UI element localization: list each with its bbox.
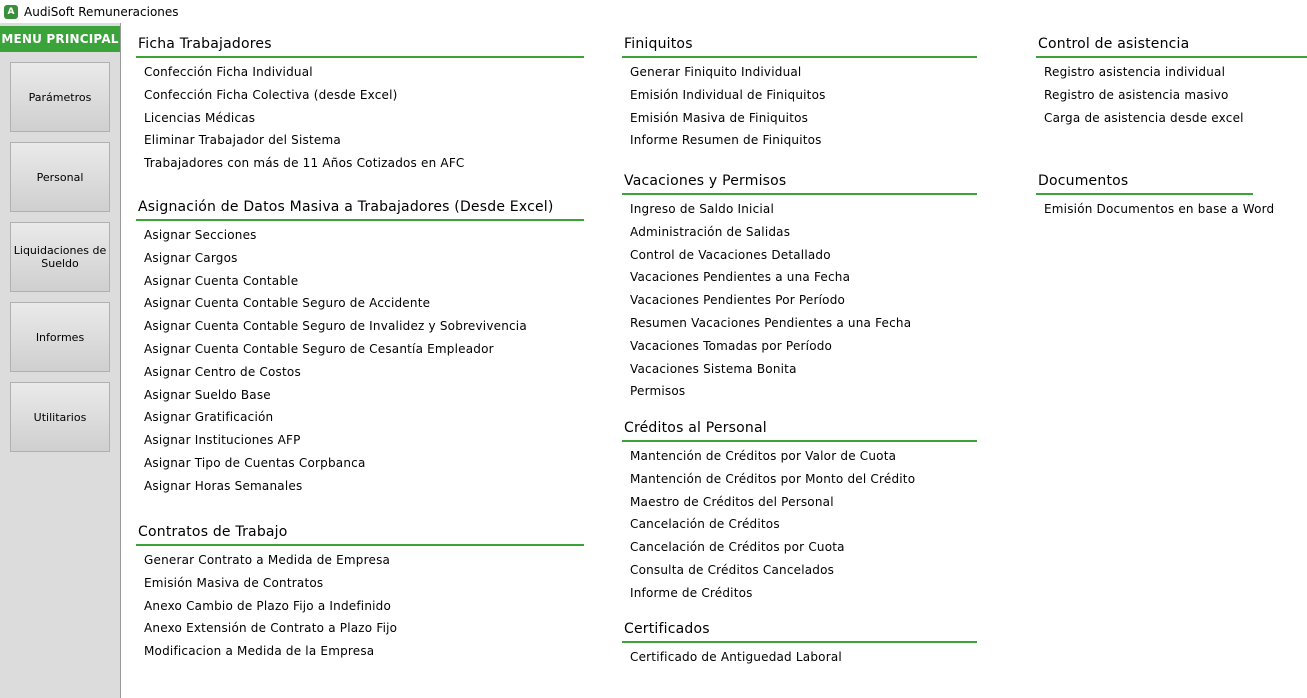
menu-item-list xyxy=(622,195,977,406)
sidebar-button-parametros[interactable]: Parámetros xyxy=(10,62,110,132)
menu-link[interactable]: Confección Ficha Colectiva (desde Excel) xyxy=(144,87,398,102)
menu-item-list xyxy=(1036,58,1307,132)
section-title: Asignación de Datos Masiva a Trabajadores (Desde Excel) xyxy=(138,199,554,215)
menu-link[interactable]: Anexo Cambio de Plazo Fijo a Indefinido xyxy=(144,598,392,613)
menu-link[interactable]: Resumen Vacaciones Pendientes a una Fecha xyxy=(630,315,912,330)
sidebar-button-liquidaciones[interactable]: Liquidaciones de Sueldo xyxy=(10,222,110,292)
menu-link[interactable]: Vacaciones Tomadas por Período xyxy=(630,338,833,353)
menu-link[interactable]: Cancelación de Créditos por Cuota xyxy=(630,540,845,555)
menu-link[interactable]: Asignar Secciones xyxy=(144,228,257,242)
menu-link[interactable]: Asignar Instituciones AFP xyxy=(144,433,301,448)
menu-link[interactable]: Asignar Sueldo Base xyxy=(144,387,271,402)
section-title: Ficha Trabajadores xyxy=(138,36,272,52)
menu-link[interactable]: Consulta de Créditos Cancelados xyxy=(630,562,835,577)
menu-link[interactable]: Ingreso de Saldo Inicial xyxy=(630,202,775,216)
menu-link[interactable]: Asignar Horas Semanales xyxy=(144,478,303,493)
menu-item-list xyxy=(136,546,584,666)
menu-link[interactable]: Informe de Créditos xyxy=(630,585,753,600)
section-finiquitos xyxy=(622,34,977,155)
menu-link[interactable]: Asignar Cuenta Contable Seguro de Cesantía Empleador xyxy=(144,341,494,356)
menu-link[interactable]: Carga de asistencia desde excel xyxy=(1044,110,1244,125)
section-title: Control de asistencia xyxy=(1038,36,1190,52)
section-documentos xyxy=(1036,171,1275,224)
menu-link[interactable]: Permisos xyxy=(630,384,686,399)
section-title: Certificados xyxy=(624,621,710,637)
title-bar xyxy=(0,0,1307,23)
section-creditos xyxy=(622,418,977,608)
section-certificados xyxy=(622,619,977,672)
menu-link[interactable]: Licencias Médicas xyxy=(144,110,256,125)
menu-link[interactable]: Generar Finiquito Individual xyxy=(630,65,802,79)
menu-link[interactable]: Generar Contrato a Medida de Empresa xyxy=(144,553,391,567)
menu-link[interactable]: Trabajadores con más de 11 Años Cotizados en AFC xyxy=(144,156,465,171)
menu-link[interactable]: Maestro de Créditos del Personal xyxy=(630,494,834,509)
menu-link[interactable]: Mantención de Créditos por Monto del Crédito xyxy=(630,471,916,486)
section-title: Vacaciones y Permisos xyxy=(624,173,787,189)
section-title: Créditos al Personal xyxy=(624,420,767,436)
menu-link[interactable]: Emisión Individual de Finiquitos xyxy=(630,87,826,102)
menu-link[interactable]: Modificacion a Medida de la Empresa xyxy=(144,644,375,659)
section-ficha xyxy=(136,34,584,178)
menu-link[interactable]: Vacaciones Pendientes Por Período xyxy=(630,293,846,308)
menu-link[interactable]: Confección Ficha Individual xyxy=(144,65,313,79)
menu-link[interactable]: Asignar Cuenta Contable Seguro de Accidente xyxy=(144,296,431,311)
section-asignacion xyxy=(136,197,584,501)
menu-link[interactable]: Asignar Cuenta Contable xyxy=(144,273,299,288)
menu-link[interactable]: Mantención de Créditos por Valor de Cuota xyxy=(630,449,897,463)
menu-link[interactable]: Registro asistencia individual xyxy=(1044,65,1226,79)
section-vacaciones xyxy=(622,171,977,406)
section-title: Contratos de Trabajo xyxy=(138,524,288,540)
menu-link[interactable]: Control de Vacaciones Detallado xyxy=(630,247,831,262)
menu-link[interactable]: Certificado de Antiguedad Laboral xyxy=(630,650,842,664)
sidebar xyxy=(0,23,121,698)
menu-link[interactable]: Cancelación de Créditos xyxy=(630,517,780,532)
window-title: AudiSoft Remuneraciones xyxy=(24,4,179,19)
menu-item-list xyxy=(136,58,584,178)
menu-link[interactable]: Asignar Cargos xyxy=(144,250,238,265)
sidebar-button-utilitarios[interactable]: Utilitarios xyxy=(10,382,110,452)
menu-link[interactable]: Registro de asistencia masivo xyxy=(1044,87,1229,102)
menu-link[interactable]: Asignar Gratificación xyxy=(144,410,274,425)
section-contratos xyxy=(136,522,584,666)
menu-link[interactable]: Emisión Documentos en base a Word xyxy=(1044,202,1275,216)
menu-link[interactable]: Vacaciones Pendientes a una Fecha xyxy=(630,270,851,285)
menu-item-list xyxy=(622,442,977,608)
menu-link[interactable]: Informe Resumen de Finiquitos xyxy=(630,133,822,148)
menu-link[interactable]: Administración de Salidas xyxy=(630,224,791,239)
menu-link[interactable]: Emisión Masiva de Contratos xyxy=(144,575,324,590)
menu-link[interactable]: Eliminar Trabajador del Sistema xyxy=(144,133,341,148)
menu-item-list xyxy=(622,58,977,155)
menu-link[interactable]: Emisión Masiva de Finiquitos xyxy=(630,110,809,125)
menu-item-list xyxy=(1036,195,1275,224)
section-asistencia xyxy=(1036,34,1307,132)
section-title: Finiquitos xyxy=(624,36,693,52)
menu-link[interactable]: Asignar Centro de Costos xyxy=(144,364,301,379)
menu-header: MENU PRINCIPAL xyxy=(0,26,120,52)
menu-item-list xyxy=(136,221,584,501)
menu-link[interactable]: Asignar Cuenta Contable Seguro de Invalidez y Sobrevivencia xyxy=(144,319,527,334)
section-title: Documentos xyxy=(1038,173,1129,189)
main-content xyxy=(121,23,1307,698)
menu-link[interactable]: Anexo Extensión de Contrato a Plazo Fijo xyxy=(144,621,398,636)
menu-item-list xyxy=(622,643,977,672)
menu-link[interactable]: Asignar Tipo de Cuentas Corpbanca xyxy=(144,455,366,470)
menu-link[interactable]: Vacaciones Sistema Bonita xyxy=(630,361,797,376)
sidebar-button-informes[interactable]: Informes xyxy=(10,302,110,372)
app-logo-icon: A xyxy=(4,5,18,19)
sidebar-button-personal[interactable]: Personal xyxy=(10,142,110,212)
